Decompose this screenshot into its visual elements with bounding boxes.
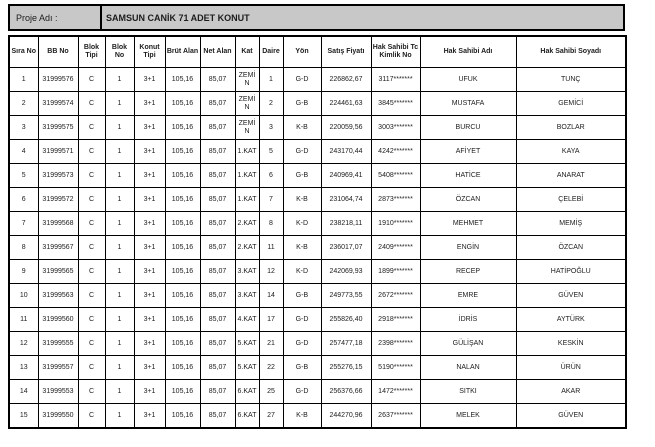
table-cell: ENGİN [420,236,516,260]
table-row [9,116,626,140]
table-cell: 3+1 [134,308,165,332]
column-header: Hak Sahibi Tc Kimlik No [371,36,420,68]
table-cell: 85,07 [200,68,235,92]
column-header: Hak Sahibi Soyadı [516,36,626,68]
table-cell: 85,07 [200,404,235,429]
table-cell: 85,07 [200,380,235,404]
table-cell: 255826,40 [321,308,371,332]
table-cell: C [78,260,105,284]
table-cell: 31999567 [38,236,78,260]
table-row [9,212,626,236]
table-cell: 105,16 [165,308,200,332]
column-header: Blok No [105,36,134,68]
table-cell: BOZLAR [516,116,626,140]
table-cell: 85,07 [200,332,235,356]
table-cell: C [78,68,105,92]
table-cell: 85,07 [200,356,235,380]
table-cell: 240969,41 [321,164,371,188]
table-cell: HATİPOĞLU [516,260,626,284]
table-cell: 1 [105,116,134,140]
table-cell: G-B [283,284,321,308]
table-cell: 105,16 [165,284,200,308]
table-cell: İDRİS [420,308,516,332]
table-cell: 31999550 [38,404,78,429]
project-name-label: Proje Adı : [10,6,102,29]
table-cell: 12 [259,260,283,284]
table-cell: 1 [105,308,134,332]
table-cell: 1 [105,260,134,284]
column-header: Sıra No [9,36,38,68]
table-cell: C [78,188,105,212]
table-cell: 105,16 [165,380,200,404]
table-cell: 105,16 [165,164,200,188]
table-cell: RECEP [420,260,516,284]
table-cell: 3+1 [134,284,165,308]
table-cell: 31999560 [38,308,78,332]
table-cell: 105,16 [165,404,200,429]
table-cell: C [78,116,105,140]
table-cell: 105,16 [165,260,200,284]
table-cell: ZEMİN [235,92,259,116]
table-cell: 3+1 [134,356,165,380]
table-cell: 3+1 [134,188,165,212]
table-row [9,68,626,92]
table-cell: 1910******* [371,212,420,236]
table-body [9,68,626,429]
table-cell: C [78,284,105,308]
table-cell: 105,16 [165,68,200,92]
table-cell: G-B [283,164,321,188]
table-cell: 5 [259,140,283,164]
table-cell: 2 [259,92,283,116]
table-cell: C [78,212,105,236]
table-cell: 6 [259,164,283,188]
table-cell: MEHMET [420,212,516,236]
table-cell: 1 [9,68,38,92]
table-cell: G-D [283,380,321,404]
table-cell: 105,16 [165,92,200,116]
table-cell: K-D [283,260,321,284]
table-cell: 9 [9,260,38,284]
table-cell: UFUK [420,68,516,92]
table-row [9,308,626,332]
table-cell: 3+1 [134,380,165,404]
table-cell: K-B [283,236,321,260]
table-cell: 2 [9,92,38,116]
table-row [9,356,626,380]
table-cell: 3845******* [371,92,420,116]
table-cell: K-B [283,116,321,140]
table-cell: 31999557 [38,356,78,380]
table-cell: 3+1 [134,236,165,260]
table-cell: 105,16 [165,188,200,212]
table-cell: G-D [283,308,321,332]
table-cell: ZEMİN [235,116,259,140]
table-cell: 6 [9,188,38,212]
table-cell: ÇELEBİ [516,188,626,212]
table-cell: 3+1 [134,212,165,236]
table-cell: 85,07 [200,164,235,188]
table-row [9,284,626,308]
table-cell: G-B [283,92,321,116]
table-cell: HATİCE [420,164,516,188]
table-cell: 257477,18 [321,332,371,356]
column-header: Daire [259,36,283,68]
table-cell: C [78,332,105,356]
table-cell: SITKI [420,380,516,404]
table-cell: 8 [9,236,38,260]
table-cell: 1 [105,236,134,260]
table-cell: C [78,140,105,164]
table-cell: 27 [259,404,283,429]
table-cell: 85,07 [200,116,235,140]
table-cell: 1.KAT [235,188,259,212]
table-cell: 105,16 [165,116,200,140]
table-cell: 3 [259,116,283,140]
table-cell: KAYA [516,140,626,164]
table-cell: C [78,92,105,116]
table-cell: TUNÇ [516,68,626,92]
table-cell: 1 [105,356,134,380]
project-header [8,4,625,31]
table-cell: GÜLİŞAN [420,332,516,356]
table-cell: 1 [105,332,134,356]
column-header: BB No [38,36,78,68]
table-cell: 85,07 [200,236,235,260]
table-row [9,236,626,260]
column-header: Net Alan [200,36,235,68]
table-cell: 11 [259,236,283,260]
table-cell: 85,07 [200,260,235,284]
table-row [9,260,626,284]
table-cell: 105,16 [165,140,200,164]
table-cell: 14 [259,284,283,308]
table-cell: AYTÜRK [516,308,626,332]
table-cell: 31999571 [38,140,78,164]
table-cell: 11 [9,308,38,332]
table-cell: 31999565 [38,260,78,284]
table-cell: 2.KAT [235,212,259,236]
project-name-value: SAMSUN CANİK 71 ADET KONUT [106,12,250,23]
table-cell: 1 [105,164,134,188]
table-cell: 85,07 [200,212,235,236]
column-header: Brüt Alan [165,36,200,68]
table-cell: 17 [259,308,283,332]
table-cell: 3+1 [134,332,165,356]
table-cell: 22 [259,356,283,380]
table-cell: 31999568 [38,212,78,236]
table-cell: C [78,236,105,260]
table-cell: 2873******* [371,188,420,212]
table-cell: MELEK [420,404,516,429]
table-cell: BURCU [420,116,516,140]
table-row [9,188,626,212]
table-cell: C [78,308,105,332]
table-cell: ZEMİN [235,68,259,92]
table-cell: 3117******* [371,68,420,92]
table-cell: G-D [283,332,321,356]
table-cell: 2672******* [371,284,420,308]
table-cell: KESKİN [516,332,626,356]
column-header: Blok Tipi [78,36,105,68]
table-cell: ÖZCAN [516,236,626,260]
table-cell: 4.KAT [235,308,259,332]
table-cell: C [78,356,105,380]
allocation-table [8,35,627,429]
table-cell: 243170,44 [321,140,371,164]
table-header-row [9,36,626,68]
table-cell: GÜVEN [516,284,626,308]
table-cell: AFİYET [420,140,516,164]
table-cell: 5 [9,164,38,188]
table-cell: 4 [9,140,38,164]
table-cell: 105,16 [165,212,200,236]
table-row [9,140,626,164]
table-cell: 1 [105,188,134,212]
table-cell: MEMİŞ [516,212,626,236]
table-cell: 85,07 [200,140,235,164]
table-cell: 3 [9,116,38,140]
table-cell: 1 [105,92,134,116]
table-cell: ANARAT [516,164,626,188]
table-cell: 105,16 [165,356,200,380]
table-cell: 238218,11 [321,212,371,236]
table-cell: 14 [9,380,38,404]
table-cell: 10 [9,284,38,308]
table-cell: 6.KAT [235,380,259,404]
table-cell: 249773,55 [321,284,371,308]
table-cell: 244270,96 [321,404,371,429]
table-cell: 224461,63 [321,92,371,116]
table-cell: 1472******* [371,380,420,404]
table-cell: 220059,56 [321,116,371,140]
table-cell: 21 [259,332,283,356]
table-cell: 242069,93 [321,260,371,284]
column-header: Yön [283,36,321,68]
table-cell: 85,07 [200,308,235,332]
table-cell: C [78,404,105,429]
table-cell: K-D [283,212,321,236]
table-cell: 2637******* [371,404,420,429]
table-cell: 5408******* [371,164,420,188]
table-cell: 3+1 [134,404,165,429]
table-row [9,92,626,116]
table-cell: 31999574 [38,92,78,116]
column-header: Kat [235,36,259,68]
table-cell: 231064,74 [321,188,371,212]
table-cell: 5.KAT [235,332,259,356]
table-cell: K-B [283,188,321,212]
table-cell: 15 [9,404,38,429]
table-cell: 3+1 [134,92,165,116]
table-row [9,404,626,429]
table-cell: 1 [105,212,134,236]
table-cell: 3+1 [134,164,165,188]
table-cell: 31999573 [38,164,78,188]
table-cell: 2398******* [371,332,420,356]
table-cell: 1 [259,68,283,92]
table-cell: 5190******* [371,356,420,380]
table-cell: K-B [283,404,321,429]
table-cell: C [78,380,105,404]
table-cell: 2.KAT [235,236,259,260]
table-cell: 7 [259,188,283,212]
table-cell: 13 [9,356,38,380]
table-cell: 1.KAT [235,140,259,164]
table-cell: 3+1 [134,68,165,92]
table-cell: 85,07 [200,92,235,116]
table-cell: 3+1 [134,260,165,284]
table-cell: AKAR [516,380,626,404]
column-header: Satış Fiyatı [321,36,371,68]
table-cell: 85,07 [200,284,235,308]
table-row [9,164,626,188]
table-cell: 25 [259,380,283,404]
table-cell: 3.KAT [235,260,259,284]
table-cell: 31999572 [38,188,78,212]
table-cell: C [78,164,105,188]
column-header: Konut Tipi [134,36,165,68]
table-cell: 1 [105,284,134,308]
table-cell: 105,16 [165,236,200,260]
table-cell: 31999555 [38,332,78,356]
table-cell: NALAN [420,356,516,380]
table-cell: 1 [105,68,134,92]
table-cell: 6.KAT [235,404,259,429]
table-cell: 3+1 [134,116,165,140]
table-cell: 256376,66 [321,380,371,404]
column-header: Hak Sahibi Adı [420,36,516,68]
table-cell: 31999553 [38,380,78,404]
table-cell: EMRE [420,284,516,308]
table-cell: 105,16 [165,332,200,356]
table-cell: 1 [105,404,134,429]
table-cell: 255276,15 [321,356,371,380]
table-cell: 2409******* [371,236,420,260]
table-cell: 5.KAT [235,356,259,380]
table-cell: 31999576 [38,68,78,92]
table-cell: G-B [283,356,321,380]
table-cell: 12 [9,332,38,356]
table-cell: MUSTAFA [420,92,516,116]
table-cell: 85,07 [200,188,235,212]
table-cell: 8 [259,212,283,236]
table-cell: G-D [283,140,321,164]
table-cell: 2918******* [371,308,420,332]
table-cell: 1 [105,140,134,164]
table-cell: 3.KAT [235,284,259,308]
table-cell: 3+1 [134,140,165,164]
table-cell: ÜRÜN [516,356,626,380]
table-row [9,380,626,404]
table-cell: 4242******* [371,140,420,164]
table-cell: ÖZCAN [420,188,516,212]
table-cell: GEMİCİ [516,92,626,116]
table-cell: 226862,67 [321,68,371,92]
table-cell: 236017,07 [321,236,371,260]
table-cell: 1.KAT [235,164,259,188]
table-cell: 31999563 [38,284,78,308]
table-cell: 1899******* [371,260,420,284]
table-cell: 1 [105,380,134,404]
table-cell: G-D [283,68,321,92]
table-cell: 3003******* [371,116,420,140]
table-row [9,332,626,356]
table-cell: 31999575 [38,116,78,140]
table-cell: GÜVEN [516,404,626,429]
table-cell: 7 [9,212,38,236]
